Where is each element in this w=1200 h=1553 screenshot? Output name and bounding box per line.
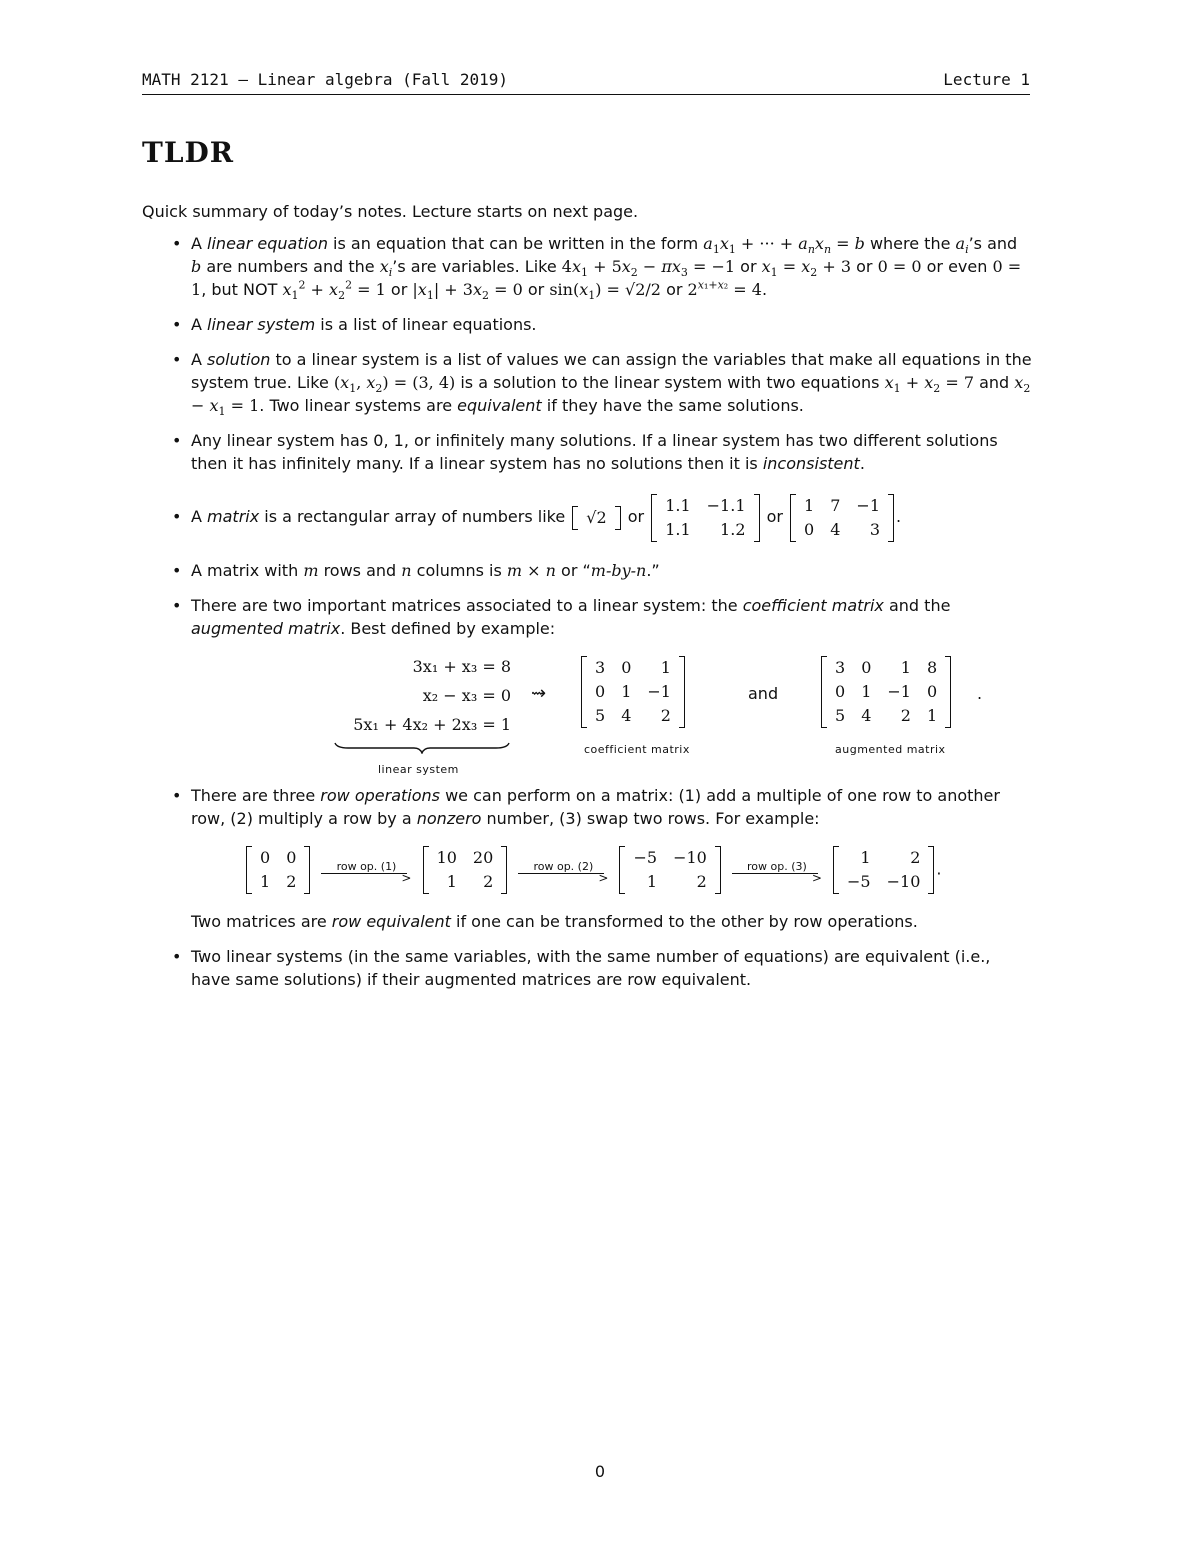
bullet-linear-system: • A linear system is a list of linear equations. [142,313,1032,336]
bullet-coefficient-augmented: • There are two important matrices associated to a linear system: the coefficient matrix and the augmented matrix. Best defined by example: 3x₁ + x₃ = 8 x₂ − x₃ = 0 5x₁ + 4x₂ + 2x₃ = 1 linear system ⇝ 3 0 1 0 1 −1 5 4 2 coefficient matrix and 3 0 1 8 0 1 −1 0 5 4 2 1 . augmented matrix [142,594,1032,772]
bullet-number-of-solutions: • Any linear system has 0, 1, or infinitely many solutions. If a linear system has two different solutions then it has infinitely many. If a linear system has no solutions then it is inconsistent. [142,429,1032,475]
matrix-example-2x2: 1.1 −1.1 1.1 1.2 [651,494,759,542]
linear-system-equations: 3x₁ + x₃ = 8 x₂ − x₃ = 0 5x₁ + 4x₂ + 2x₃ = 1 [353,657,511,734]
matrix-sqrt2: √2 [572,506,620,530]
summary-list [142,232,1032,991]
row-operation-example: 0 0 1 2 row op. (1) > 10 20 1 2 row op. (2) > −5 −10 1 2 row op. (3) > 1 2 −5 −10 . [191,842,1032,902]
augmented-matrix: 3 0 1 8 0 1 −1 0 5 4 2 1 [821,656,951,728]
bullet-matrix: • A matrix is a rectangular array of numbers like √2 or 1.1 −1.1 1.1 1.2 or 1 7 −1 0 4 3 . [142,487,1032,547]
label-linear-system: linear system [378,763,459,776]
row-op-3-arrow: row op. (3) > [732,855,822,885]
bullet-solution: • A solution to a linear system is a list of values we can assign the variables that make all equations in the system true. Like ($x_1$, $x_2) = (3$, 4) is a solution to the linear system with two equations $x_1 + x_2 = 7$ and $x_2 - x_1 = 1$. Two linear systems are equivalent if they have the same solutions. [142,348,1032,417]
page-header [142,68,1030,95]
page-number: 0 [594,1462,606,1481]
summary-content [142,232,1032,1003]
bullet-row-operations: • There are three row operations we can perform on a matrix: (1) add a multiple of one row to another row, (2) multiply a row by a nonzero number, (3) swap two rows. For example: 0 0 1 2 row op. (1) > 10 20 1 2 row op. (2) > −5 −10 1 2 row op. (3) > 1 2 −5 −10 . Two matrices are row equivalent if one can be transformed to the other by row operations. [142,784,1032,933]
and-text: and [748,684,779,703]
label-augmented-matrix: augmented matrix [835,743,946,756]
bullet-matrix-size: • A matrix with m rows and n columns is m × n or “m-by-n.” [142,559,1032,582]
rowop-matrix-0: 0 0 1 2 [246,846,310,894]
intro-text: Quick summary of today’s notes. Lecture starts on next page. [142,202,639,221]
page-title: TLDR [142,136,235,169]
course-title: MATH 2121 — Linear algebra (Fall 2019) [142,70,509,89]
coefficient-matrix: 3 0 1 0 1 −1 5 4 2 [581,656,685,728]
bullet-equivalent-systems: • Two linear systems (in the same variables, with the same number of equations) are equivalent (i.e., have same solutions) if their augmented matrices are row equivalent. [142,945,1032,991]
lecture-label: Lecture 1 [943,70,1030,89]
rowop-matrix-2: −5 −10 1 2 [619,846,720,894]
system-matrices-example: 3x₁ + x₃ = 8 x₂ − x₃ = 0 5x₁ + 4x₂ + 2x₃ = 1 linear system ⇝ 3 0 1 0 1 −1 5 4 2 coefficient matrix and 3 0 1 8 0 1 −1 0 5 4 2 1 . augmented matrix [191,652,1032,772]
row-op-1-arrow: row op. (1) > [321,855,411,885]
row-equivalent-definition: Two matrices are row equivalent if one can be transformed to the other by row operations. [191,912,918,931]
row-op-2-arrow: row op. (2) > [518,855,608,885]
matrix-example-2x3: 1 7 −1 0 4 3 [790,494,894,542]
squiggle-arrow: ⇝ [531,683,547,704]
rowop-matrix-1: 10 20 1 2 [423,846,508,894]
bullet-linear-equation: • A linear equation is an equation that can be written in the form $a_1x_1$ + ··· + $a_nx_n = b$ where the $a_i’s$ and b are numbers and the $x_i’s$ are variables. Like $4x_1 + 5x_2 - \pi x_3 = -1$ or $x_1 = x_2 + 3$ or 0 = 0 or even 0 = 1, but NOT $x_1^2 + x_2^2 = 1$ or $|x_1| + 3x_2 = 0$ or $\sin(x_1) = √2/2$ or $2^{x_1+x_2} = 4$. [142,232,1032,301]
label-coefficient-matrix: coefficient matrix [584,743,690,756]
underbrace [334,742,510,754]
rowop-matrix-3: 1 2 −5 −10 [833,846,934,894]
